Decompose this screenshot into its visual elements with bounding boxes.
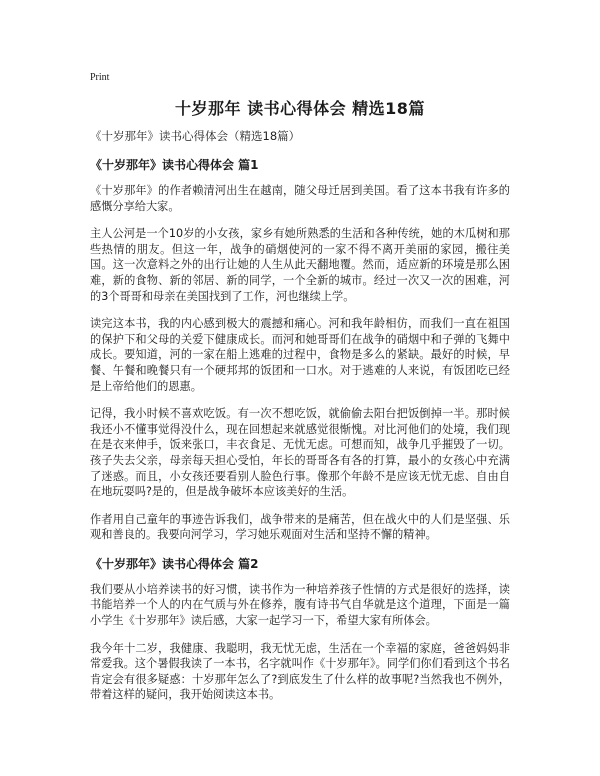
paragraph: 读完这本书，我的内心感到极大的震撼和痛心。河和我年龄相仿，而我们一直在祖国的保护下和父母的关爱下健康成长。而河和她哥哥们在战争的硝烟中和子弹的飞舞中成长。要知道，河的一家在船上逃难的过程中，食物是多么的紧缺。最好的时候，早餐、午餐和晚餐只有一个硬邦邦的饭团和一口水。对于逃难的人来说，有饭团吃已经是上帝给他们的恩惠。 — [90, 317, 510, 393]
document-title: 十岁那年 读书心得体会 精选18篇 — [175, 99, 425, 118]
essay-section-1 — [90, 156, 510, 543]
paragraph: 《十岁那年》的作者赖清河出生在越南，随父母迁居到美国。看了这本书我有许多的感慨分享给大家。 — [90, 184, 510, 213]
paragraph: 主人公河是一个10岁的小女孩，家乡有她所熟悉的生活和各种传统，她的木瓜树和那些热情的朋友。但这一年，战争的硝烟使河的一家不得不离开美丽的家园，搬往美国。这一次意料之外的出行让她的人生从此天翻地覆。然而，适应新的环境是那么困难，新的食物、新的邻居、新的同学，一个全新的城市。经过一次又一次的困难，河的3个哥哥和母亲在美国找到了工作，河也继续上学。 — [90, 227, 510, 303]
document-subtitle: 《十岁那年》读书心得体会（精选18篇） — [90, 129, 301, 143]
print-label[interactable]: Print — [90, 72, 110, 83]
document-page — [90, 96, 510, 715]
paragraph: 作者用自己童年的事迹告诉我们，战争带来的是痛苦，但在战火中的人们是坚强、乐观和善良的。我要向河学习，学习她乐观面对生活和坚持不懈的精神。 — [90, 512, 510, 542]
paragraph: 我们要从小培养读书的好习惯，读书作为一种培养孩子性情的方式是很好的选择，读书能培养一个人的内在气质与外在修养，腹有诗书气自华就是这个道理，下面是一篇小学生《十岁那年》读后感，大家一起学习一下，希望大家有所体会。 — [90, 582, 510, 628]
section-heading: 《十岁那年》读书心得体会 篇2 — [90, 556, 259, 571]
paragraph: 我今年十二岁，我健康、我聪明，我无忧无虑，生活在一个幸福的家庭，爸爸妈妈非常爱我。这个暑假我读了一本书，名字就叫作《十岁那年》。同学们你们看到这个书名肯定会有很多疑惑：十岁那年怎么了?到底发生了什么样的故事呢?当然我也不例外，带着这样的疑问，我开始阅读这本书。 — [90, 641, 510, 702]
essay-section-2 — [90, 555, 510, 703]
section-heading: 《十岁那年》读书心得体会 篇1 — [90, 158, 259, 172]
paragraph: 记得，我小时候不喜欢吃饭。有一次不想吃饭，就偷偷去阳台把饭倒掉一半。那时候我还小不懂事觉得没什么，现在回想起来就感觉很惭愧。对比河他们的处境，我们现在是衣来伸手，饭来张口，丰衣食足、无忧无虑。可想而知，战争几乎摧毁了一切。孩子失去父亲，母亲每天担心受怕，年长的哥哥各有各的打算，最小的女孩心中充满了迷惑。而且，小女孩还要看别人脸色行事。像那个年龄不是应该无忧无虑、自由自在地玩耍吗?是的，但是战争破坏本应该美好的生活。 — [90, 407, 510, 499]
